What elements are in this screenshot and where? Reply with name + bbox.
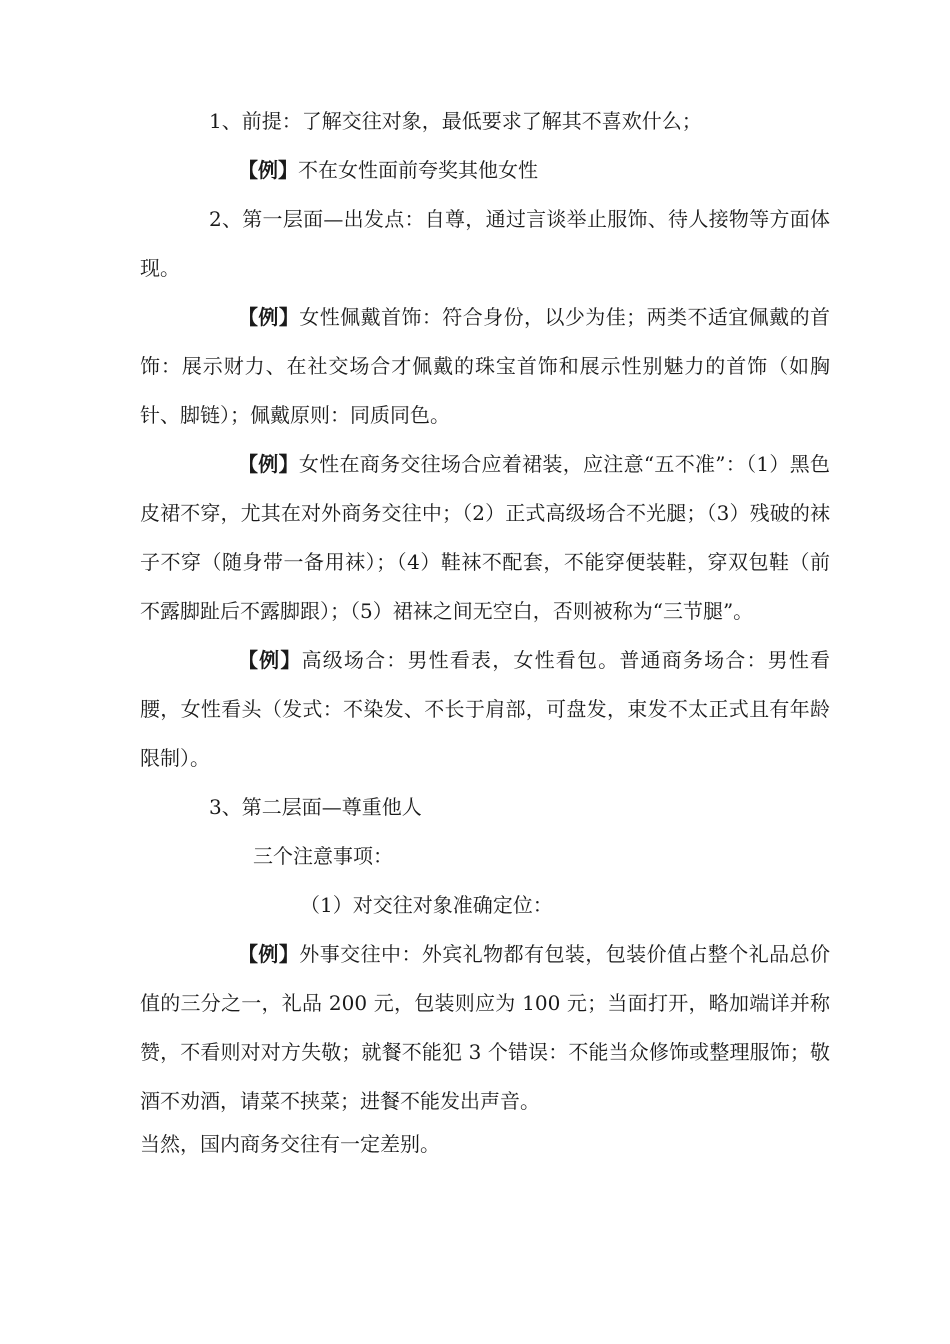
paragraph-note-1: （1）对交往对象准确定位： xyxy=(300,893,553,917)
paragraph-example-3 xyxy=(140,440,830,636)
paragraph-three-notes: 三个注意事项： xyxy=(253,844,393,868)
paragraph-example-4 xyxy=(140,636,830,783)
example-tag: 【例】 xyxy=(238,452,299,476)
example-text: 外事交往中：外宾礼物都有包装，包装价值占整个礼品总价值的三分之一，礼品 200 元，包装则应为 100 元；当面打开，略加端详并称赞，不看则对对方失敬；就餐不能犯 3 个错误：不能当众修饰或整理服饰；敬酒不劝酒，请菜不挟菜；进餐不能发出声音。 xyxy=(140,942,831,1113)
paragraph-level-two: 3、第二层面—尊重他人 xyxy=(209,795,422,819)
example-tag: 【例】 xyxy=(238,158,298,182)
example-text: 女性佩戴首饰：符合身份，以少为佳；两类不适宜佩戴的首饰：展示财力、在社交场合才佩戴的珠宝首饰和展示性别魅力的首饰（如胸针、脚链）；佩戴原则：同质同色。 xyxy=(140,305,831,427)
example-text: 高级场合：男性看表，女性看包。普通商务场合：男性看腰，女性看头（发式：不染发、不长于肩部，可盘发，束发不太正式且有年龄限制）。 xyxy=(140,648,831,770)
example-text: 女性在商务交往场合应着裙装，应注意“五不准”：（1）黑色皮裙不穿，尤其在对外商务交往中；（2）正式高级场合不光腿；（3）残破的袜子不穿（随身带一备用袜）；（4）鞋袜不配套，不能穿便装鞋，穿双包鞋（前不露脚趾后不露脚跟）；（5）裙袜之间无空白，否则被称为“三节腿”。 xyxy=(140,452,830,623)
paragraph-example-1 xyxy=(140,146,830,195)
document-body xyxy=(140,97,830,1163)
paragraph-premise: 1、前提：了解交往对象，最低要求了解其不喜欢什么； xyxy=(209,109,702,133)
example-tag: 【例】 xyxy=(238,305,300,329)
paragraph-example-2 xyxy=(140,293,830,440)
paragraph-conclusion: 当然，国内商务交往有一定差别。 xyxy=(140,1132,440,1156)
paragraph-level-one: 2、第一层面—出发点：自尊，通过言谈举止服饰、待人接物等方面体现。 xyxy=(140,207,830,280)
paragraph-example-5 xyxy=(140,930,830,1126)
example-tag: 【例】 xyxy=(238,648,302,672)
example-tag: 【例】 xyxy=(238,942,300,966)
example-text: 不在女性面前夸奖其他女性 xyxy=(298,158,538,182)
